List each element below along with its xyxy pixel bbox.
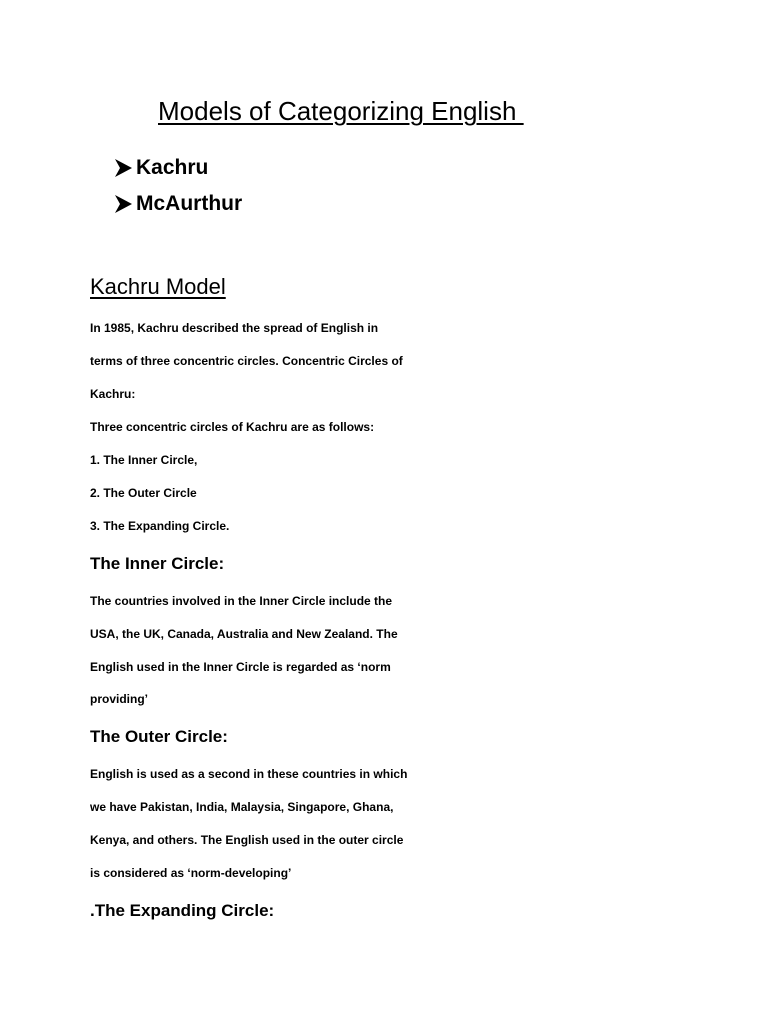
kachru-model-heading: Kachru Model (90, 274, 226, 299)
kachru-model-text-line: 2. The Outer Circle (90, 486, 197, 500)
arrow-bullet-icon (112, 193, 134, 215)
inner-circle-heading: The Inner Circle: (90, 554, 225, 573)
kachru-model-text-line: 3. The Expanding Circle. (90, 519, 230, 533)
arrow-bullet-icon (112, 157, 134, 179)
page-title: Models of Categorizing English (158, 96, 524, 126)
expanding-circle-heading: .The Expanding Circle: (90, 901, 275, 920)
kachru-model-text-line: Three concentric circles of Kachru are as follows: (90, 420, 375, 434)
model-list (112, 150, 242, 222)
outer-circle-text-line: English is used as a second in these countries in which (90, 767, 408, 781)
kachru-model-text-line: 1. The Inner Circle, (90, 453, 198, 467)
model-list-item-mcaurthur (112, 186, 242, 222)
inner-circle-text-line: USA, the UK, Canada, Australia and New Zealand. The (90, 627, 398, 641)
kachru-model-text-line: Kachru: (90, 387, 136, 401)
model-list-label: Kachru (136, 156, 209, 179)
outer-circle-text-line: is considered as ‘norm-developing’ (90, 866, 292, 880)
inner-circle-text-line: English used in the Inner Circle is regarded as ‘norm (90, 660, 391, 674)
kachru-model-text-line: terms of three concentric circles. Concentric Circles of (90, 354, 403, 368)
outer-circle-heading: The Outer Circle: (90, 727, 228, 746)
model-list-label: McAurthur (136, 192, 243, 215)
outer-circle-text-line: Kenya, and others. The English used in the outer circle (90, 833, 404, 847)
kachru-model-text-line: In 1985, Kachru described the spread of English in (90, 321, 379, 335)
outer-circle-text-line: we have Pakistan, India, Malaysia, Singapore, Ghana, (90, 800, 394, 814)
inner-circle-text-line: The countries involved in the Inner Circle include the (90, 594, 393, 608)
model-list-item-kachru (112, 150, 242, 186)
inner-circle-text-line: providing’ (90, 692, 148, 706)
